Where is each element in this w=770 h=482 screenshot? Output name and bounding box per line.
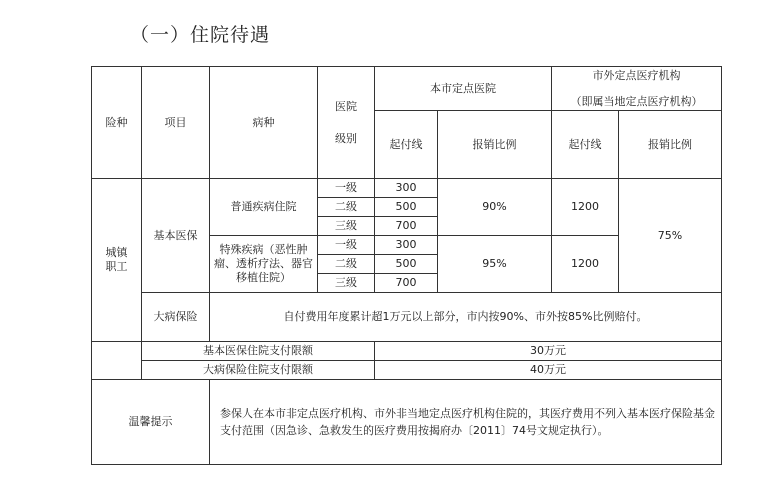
threshold-cell: 300 xyxy=(375,179,438,198)
inpatient-benefit-table xyxy=(91,66,722,465)
header-insurance-type: 险种 xyxy=(92,67,142,179)
level-cell: 三级 xyxy=(318,274,375,293)
ordinary-local-ratio: 90% xyxy=(438,179,552,236)
header-local-ratio: 报销比例 xyxy=(438,111,552,179)
header-local-hospital: 本市定点医院 xyxy=(375,67,552,111)
limit-spacer xyxy=(92,342,142,361)
basic-item-cell: 基本医保 xyxy=(142,179,210,293)
header-local-threshold: 起付线 xyxy=(375,111,438,179)
insurance-type-cell xyxy=(92,179,142,342)
limit-value-basic: 30万元 xyxy=(375,342,722,361)
section-title: （一）住院待遇 xyxy=(130,24,271,46)
header-item: 项目 xyxy=(142,67,210,179)
special-local-ratio: 95% xyxy=(438,236,552,293)
ordinary-disease: 普通疾病住院 xyxy=(210,179,318,236)
header-hospital-level-line2: 级别 xyxy=(335,131,357,145)
serious-item: 大病保险 xyxy=(142,293,210,342)
limit-label-basic: 基本医保住院支付限额 xyxy=(142,342,375,361)
ordinary-outside-threshold: 1200 xyxy=(552,179,619,236)
header-outside-threshold: 起付线 xyxy=(552,111,619,179)
threshold-cell: 700 xyxy=(375,274,438,293)
level-cell: 二级 xyxy=(318,198,375,217)
threshold-cell: 700 xyxy=(375,217,438,236)
serious-desc: 自付费用年度累计超1万元以上部分，市内按90%、市外按85%比例赔付。 xyxy=(210,293,722,342)
header-outside-ratio: 报销比例 xyxy=(619,111,722,179)
level-cell: 三级 xyxy=(318,217,375,236)
limit-label-serious: 大病保险住院支付限额 xyxy=(142,361,375,380)
header-outside-hospital xyxy=(552,67,722,111)
limit-value-serious: 40万元 xyxy=(375,361,722,380)
threshold-cell: 500 xyxy=(375,198,438,217)
tips-label: 温馨提示 xyxy=(92,380,210,465)
special-outside-threshold: 1200 xyxy=(552,236,619,293)
header-hospital-level xyxy=(318,67,375,179)
header-hospital-level-line1: 医院 xyxy=(335,99,357,113)
level-cell: 一级 xyxy=(318,179,375,198)
level-cell: 一级 xyxy=(318,236,375,255)
insurance-type-value: 城镇职工 xyxy=(105,246,128,273)
header-outside-hospital-line1: 市外定点医疗机构 xyxy=(592,68,681,82)
outside-ratio: 75% xyxy=(619,179,722,293)
header-outside-hospital-line2: （即属当地定点医疗机构） xyxy=(570,94,703,108)
threshold-cell: 300 xyxy=(375,236,438,255)
header-disease: 病种 xyxy=(210,67,318,179)
tips-text: 参保人在本市非定点医疗机构、市外非当地定点医疗机构住院的，其医疗费用不列入基本医疗保险基金支付范围（因急诊、急救发生的医疗费用按揭府办〔2011〕74号文规定执行）。 xyxy=(210,380,722,465)
limit-spacer xyxy=(92,361,142,380)
level-cell: 二级 xyxy=(318,255,375,274)
special-disease: 特殊疾病（恶性肿瘤、透析疗法、器官移植住院） xyxy=(210,236,318,293)
threshold-cell: 500 xyxy=(375,255,438,274)
